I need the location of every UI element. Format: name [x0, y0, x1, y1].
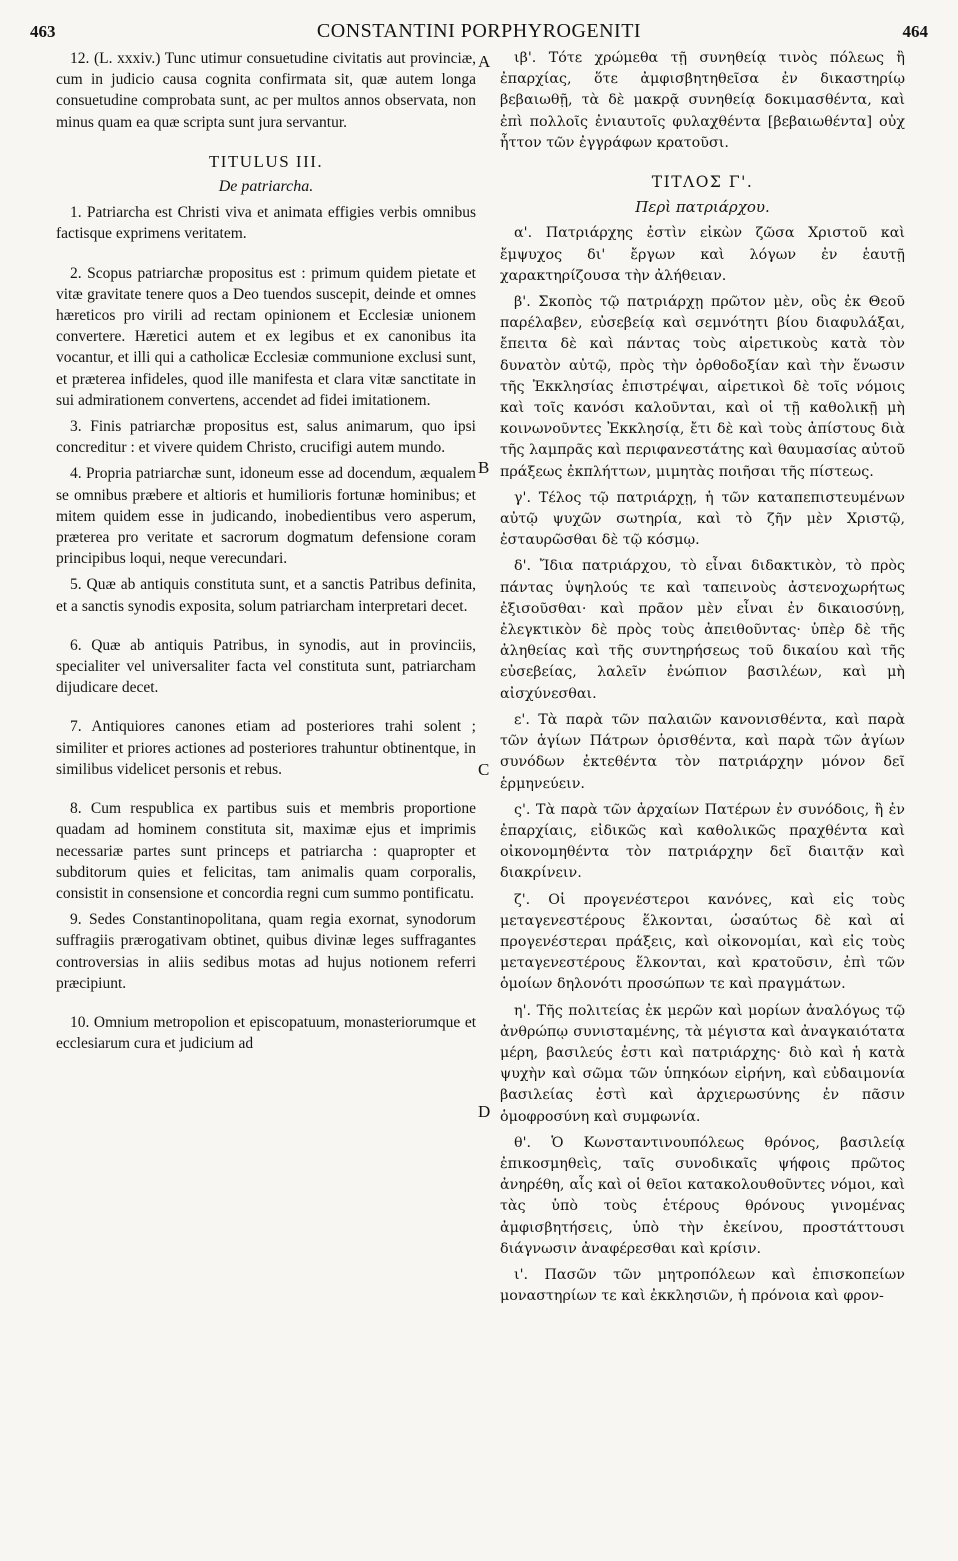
latin-paragraph-6: 6. Quæ ab antiquis Patribus, in synodis, aut in provinciis, specialiter vel universaliter facta vel constituta sunt, patriarcham dijudicare decet.: [56, 636, 476, 697]
greek-paragraph-9: θ'. Ὁ Κωνσταντινουπόλεως θρόνος, βασιλείᾳ ἐπικοσμηθεὶς, ταῖς συνοδικαῖς ψήφοις πρῶτος ἀνηρέθη, αἷς καὶ οἱ θεῖοι κατακολουθοῦντες νόμοι, καὶ τὰς ὑπὸ τοὺς ἑτέρους θρόνους γινομένας ἀμφισβητήσεις, ὑπὸ τὴν ἐκείνου, προστάττουσι διάγνωσιν ἀναφέρεσθαι καὶ κρίσιν.: [500, 1134, 905, 1257]
greek-column: [500, 48, 905, 1307]
latin-paragraph-8: 8. Cum respublica ex partibus suis et membris proportione quadam ad hominem constituta sit, maximæ ejus et imprimis necessariæ partes sunt princeps et patriarcha : quapropter et subditorum quies et felicitas, tam animalis quam corporalis, consistit in consensione et concordia regni cum summo pontificatu.: [56, 800, 476, 902]
latin-paragraph-9: 9. Sedes Constantinopolitana, quam regia exornat, synodorum suffragiis prærogativam obtinet, quibus divinæ leges suffragantes controversias in aliis sedibus motas ad hujus notionem referri præcipiunt.: [56, 911, 476, 992]
greek-paragraph-8: η'. Τῆς πολιτείας ἐκ μερῶν καὶ μορίων ἀναλόγως τῷ ἀνθρώπῳ συνισταμένης, τὰ μέγιστα καὶ ἀναγκαιότατα μέρη, βασιλεύς ἐστι καὶ πατριάρχης· διὸ καὶ ἡ κατὰ ψυχὴν καὶ σῶμα τῶν ὑπηκόων εἰρήνη, καὶ εὐδαιμονία βασιλείας ἐστὶ καὶ ἀρχιερωσύνης ἐν πᾶσιν ὁμοφροσύνη καὶ συμφωνία.: [500, 1002, 905, 1125]
latin-paragraph-3: 3. Finis patriarchæ propositus est, salus animarum, quo ipsi concreditur : et vivere quidem Christo, crucifigi autem mundo.: [56, 418, 476, 457]
greek-paragraph-10: ι'. Πασῶν τῶν μητροπόλεων καὶ ἐπισκοπείων μοναστηρίων τε καὶ ἐκκλησιῶν, ἡ πρόνοια καὶ φρον-: [500, 1266, 905, 1305]
running-title: CONSTANTINI PORPHYROGENITI: [316, 20, 642, 42]
page-header: [0, 8, 958, 42]
margin-marker-c: C: [478, 760, 490, 779]
greek-subtitle: Περὶ πατριάρχου.: [635, 198, 770, 217]
margin-marker-b: B: [478, 458, 490, 477]
latin-paragraph-1: 1. Patriarcha est Christi viva et animata effigies verbis omnibus factisque exprimens veritatem.: [56, 204, 476, 243]
margin-marker-d: D: [478, 1102, 491, 1121]
left-page-number: 463: [30, 22, 56, 41]
greek-paragraph-1: α'. Πατριάρχης ἐστὶν εἰκὼν ζῶσα Χριστοῦ καὶ ἔμψυχος δι' ἔργων καὶ λόγων ἐν ἑαυτῇ χαρακτηρίζουσα τὴν ἀλήθειαν.: [500, 225, 905, 284]
greek-paragraph-2: β'. Σκοπὸς τῷ πατριάρχῃ πρῶτον μὲν, οὓς ἐκ Θεοῦ παρέλαβεν, εὐσεβείᾳ καὶ σεμνότητι βίου διαφυλάξαι, ἔπειτα δὲ καὶ πάντας τοὺς αἱρετικοὺς κατὰ τὸν δυνατὸν αὐτῷ, πρὸς τὴν ὀρθοδοξίαν καὶ τὴν ἕνωσιν τῆς Ἐκκλησίας ἐπιστρέψαι, αἱρετικοὶ δὲ τοῖς νόμοις καὶ τοῖς κανόσι καλοῦνται, καὶ οἱ τῇ καθολικῇ μὴ κοινωνοῦντες Ἐκκλησίᾳ, ἔτι δὲ καὶ τοὺς ἀπίστους διὰ τῆς λαμπρᾶς καὶ περιφανεστάτης καὶ θαυμασίας αὐτοῦ πράξεως ἐκπλήττων, μιμητὰς ποιῆσαι τῆς πίστεως.: [500, 294, 905, 480]
margin-marker-a: A: [478, 52, 491, 71]
greek-paragraph-5: ε'. Τὰ παρὰ τῶν παλαιῶν κανονισθέντα, καὶ παρὰ τῶν ἁγίων Πάτρων ὁρισθέντα, καὶ παρὰ τῶν ἁγίων συνόδων ἐκτεθέντα τὸν πατριάρχην μόνον δεῖ ἑρμηνεύειν.: [500, 711, 905, 792]
latin-paragraph-5: 5. Quæ ab antiquis constituta sunt, et a sanctis Patribus definita, et a sanctis synodis exposita, solum patriarcham interpretari decet.: [56, 576, 476, 615]
greek-paragraph-4: δ'. Ἴδια πατριάρχου, τὸ εἶναι διδακτικὸν, τὸ πρὸς πάντας ὑψηλούς τε καὶ ταπεινοὺς ἀστενοχωρήτως ἐξισοῦσθαι· καὶ πρᾶον μὲν εἶναι ἐν δικαιοσύνῃ, ἐλεγκτικὸν δὲ πρὸς τοὺς ἀπειθοῦντας· ὑπὲρ δὲ τῆς ἀληθείας καὶ τῆς συντηρήσεως τοῦ δικαίου καὶ τῆς εὐσεβείας, λαλεῖν ἐνώπιον βασιλέων, καὶ μὴ αἰσχύνεσθαι.: [500, 558, 905, 702]
latin-paragraph-7: 7. Antiquiores canones etiam ad posteriores trahi solent ; similiter et priores actiones ad posteriores trahuntur obtinentque, in similibus videlicet personis et rebus.: [56, 718, 476, 778]
greek-paragraph-6: ς'. Τὰ παρὰ τῶν ἀρχαίων Πατέρων ἐν συνόδοις, ἢ ἐν ἐπαρχίαις, εἰδικῶς καὶ καθολικῶς πραχθέντα καὶ οἰκονομηθέντα τὸν πατριάρχην δεῖ διαιτᾷν καὶ διακρίνειν.: [500, 801, 905, 882]
greek-paragraph-7: ζ'. Οἱ προγενέστεροι κανόνες, καὶ εἰς τοὺς μεταγενεστέρους ἕλκονται, ὡσαύτως δὲ καὶ αἱ προγενέστεραι πράξεις, καὶ οἰκονομίαι, καὶ εἰς τοὺς μεταγενεστέρους ἕλκονται, καὶ κρατοῦσιν, ἐπὶ τῶν ὁμοίων δηλονότι προσώπων τε καὶ πραγμάτων.: [500, 891, 905, 993]
right-page-number: 464: [902, 22, 928, 41]
latin-intro: 12. (L. xxxiv.) Tunc utimur consuetudine civitatis aut provinciæ, cum in judicio causa cognita confirmata sit, quæ autem longa consuetudine comprobata sunt, ac per multos annos observata, non minus quam ea quæ scripta sunt jura servantur.: [56, 50, 476, 131]
greek-paragraph-3: γ'. Τέλος τῷ πατριάρχῃ, ἡ τῶν καταπεπιστευμένων αὐτῷ ψυχῶν σωτηρία, καὶ τὸ ζῆν μὲν Χριστῷ, ἐσταυρῶσθαι δὲ τῷ κόσμῳ.: [500, 489, 905, 549]
latin-paragraph-2: 2. Scopus patriarchæ propositus est : primum quidem pietate et vitæ gravitate tenere quos a Deo tuendos suscepit, deinde et omnes hæreticos pro virili ad rectam opinionem et Ecclesiæ unionem convertere. Hæretici autem et ex legibus et ex canonibus ita vocantur, et illi qui a catholicæ Ecclesiæ communione exclusi sunt, et præterea infideles, quod ille manifesta et clara vitæ sanctitate in sui admirationem convertens, accendet ad fidei imitationem.: [56, 264, 476, 409]
latin-paragraph-10: 10. Omnium metropolion et episcopatuum, monasteriorumque et ecclesiarum cura et judicium ad: [56, 1013, 476, 1053]
latin-column: [56, 48, 476, 1054]
greek-title-heading: ΤΙΤΛΟΣ Γ'.: [651, 173, 754, 192]
latin-title-heading: TITULUS III.: [208, 151, 324, 171]
latin-paragraph-4: 4. Propria patriarchæ sunt, idoneum esse ad docendum, æqualem se omnibus præbere et altioris et humilioris fortunæ hominibus; et mitem quidem esse in judicando, inobedientibus vero asperum, præterea pro veritate et sacrorum dogmatum defensione coram principibus loqui, neque verecundari.: [56, 465, 476, 568]
latin-subtitle: De patriarcha.: [218, 178, 314, 196]
greek-intro: ιβ'. Τότε χρώμεθα τῇ συνηθείᾳ τινὸς πόλεως ἢ ἐπαρχίας, ὅτε ἀμφισβητηθεῖσα ἐν δικαστηρίῳ βεβαιωθῇ, τὰ δὲ μακρᾷ συνηθείᾳ δοκιμασθέντα, καὶ ἐπὶ πολλοῖς ἐνιαυτοῖς φυλαχθέντα [βεβαιωθέντα] οὐχ ἧττον τῶν ἐγγράφων κρατοῦσι.: [500, 50, 905, 151]
